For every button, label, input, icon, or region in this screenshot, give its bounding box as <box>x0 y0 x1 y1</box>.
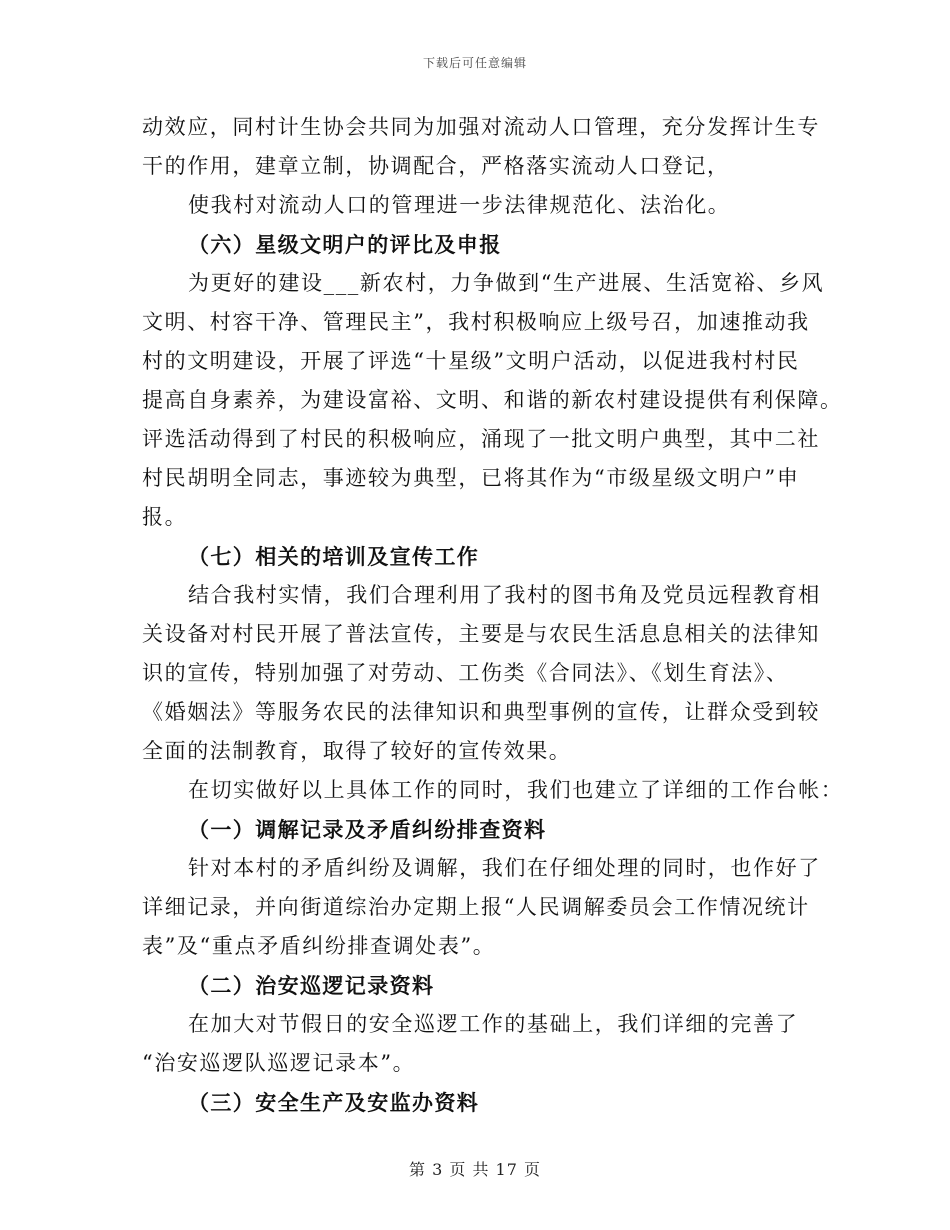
paragraph-line: 村民胡明全同志，事迹较为典型，已将其作为“市级星级文明户”申 <box>142 466 800 490</box>
paragraph-line: 针对本村的矛盾纠纷及调解，我们在仔细处理的同时，也作好了 <box>188 856 821 880</box>
paragraph-line: 评选活动得到了村民的积极响应，涌现了一批文明户典型，其中二社 <box>142 427 820 451</box>
page-number: 第 3 页 共 17 页 <box>409 1160 541 1179</box>
paragraph-line: 全面的法制教育，取得了较好的宣传效果。 <box>142 739 572 763</box>
paragraph-line: 报。 <box>142 505 188 529</box>
section-heading: （七）相关的培训及宣传工作 <box>188 544 480 569</box>
paragraph-line: “治安巡逻队巡逻记录本”。 <box>142 1051 416 1075</box>
paragraph-line: 在切实做好以上具体工作的同时，我们也建立了详细的工作台帐： <box>188 778 844 802</box>
paragraph-line: 提高自身素养，为建设富裕、文明、和谐的新农村建设提供有利保障。 <box>142 388 843 412</box>
section-heading: （二）治安巡逻记录资料 <box>188 973 435 998</box>
section-heading: （三）安全生产及安监办资料 <box>188 1090 480 1115</box>
paragraph-line: 文明、村容干净、管理民主”，我村积极响应上级号召，加速推动我 <box>142 310 810 334</box>
paragraph-line: 《婚姻法》等服务农民的法律知识和典型事例的宣传，让群众受到较 <box>142 700 820 724</box>
paragraph-line: 表”及“重点矛盾纠纷排查调处表”。 <box>142 934 496 958</box>
paragraph-line: 在加大对节假日的安全巡逻工作的基础上，我们详细的完善了 <box>188 1012 799 1036</box>
paragraph-line: 干的作用，建章立制，协调配合，严格落实流动人口登记， <box>142 154 730 178</box>
paragraph-line: 为更好的建设___新农村，力争做到“生产进展、生活宽裕、乡风 <box>188 271 825 295</box>
paragraph-line: 动效应，同村计生协会共同为加强对流动人口管理，充分发挥计生专 <box>142 115 820 139</box>
paragraph-line: 村的文明建设，开展了评选“十星级”文明户活动，以促进我村村民 <box>142 349 800 373</box>
section-heading: （六）星级文明户的评比及申报 <box>188 232 502 257</box>
paragraph-line: 识的宣传，特别加强了对劳动、工伤类《合同法》、《划生育法》、 <box>142 661 789 685</box>
section-heading: （一）调解记录及矛盾纠纷排查资料 <box>188 817 547 842</box>
document-body <box>142 108 844 1122</box>
paragraph-line: 详细记录，并向街道综治办定期上报“人民调解委员会工作情况统计 <box>142 895 810 919</box>
paragraph-line: 使我村对流动人口的管理进一步法律规范化、法治化。 <box>188 193 731 217</box>
paragraph-line: 关设备对村民开展了普法宣传，主要是与农民生活息息相关的法律知 <box>142 622 820 646</box>
paragraph-line: 结合我村实情，我们合理利用了我村的图书角及党员远程教育相 <box>188 583 821 607</box>
page-header-note: 下载后可任意编辑 <box>422 56 527 70</box>
